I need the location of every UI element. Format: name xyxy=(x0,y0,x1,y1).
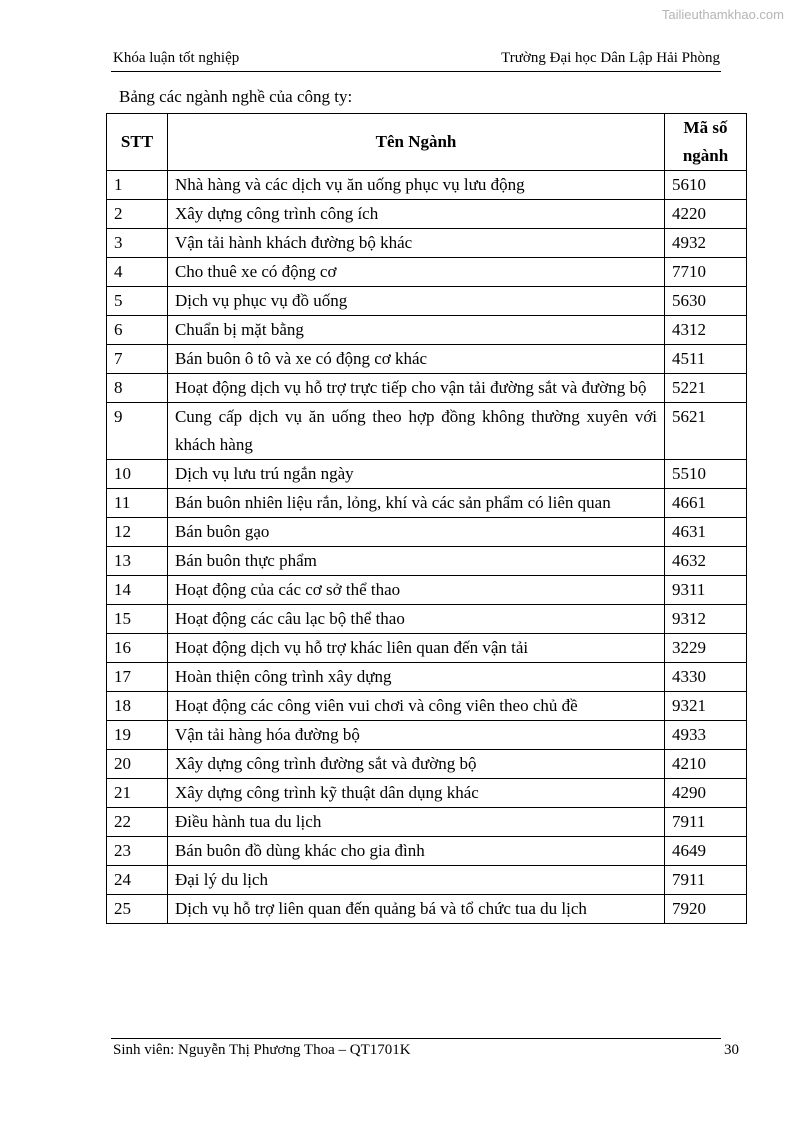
header-name: Tên Ngành xyxy=(167,114,664,171)
row-stt: 6 xyxy=(107,316,168,345)
row-stt: 1 xyxy=(107,171,168,200)
industries-table xyxy=(106,113,747,924)
header-code: Mã số ngành xyxy=(665,114,747,171)
row-industry-name: Cho thuê xe có động cơ xyxy=(167,258,664,287)
row-stt: 4 xyxy=(107,258,168,287)
row-stt: 8 xyxy=(107,374,168,403)
row-industry-code: 7710 xyxy=(665,258,747,287)
header-divider xyxy=(111,71,721,72)
table-row xyxy=(107,287,747,316)
page-footer xyxy=(113,1042,739,1062)
row-industry-name: Dịch vụ hỗ trợ liên quan đến quảng bá và tổ chức tua du lịch xyxy=(167,895,664,924)
row-industry-code: 4932 xyxy=(665,229,747,258)
row-industry-name: Bán buôn nhiên liệu rắn, lỏng, khí và các sản phẩm có liên quan xyxy=(167,489,664,518)
row-stt: 14 xyxy=(107,576,168,605)
row-stt: 3 xyxy=(107,229,168,258)
row-stt: 12 xyxy=(107,518,168,547)
row-industry-name: Hoạt động các câu lạc bộ thể thao xyxy=(167,605,664,634)
footer-author: Sinh viên: Nguyễn Thị Phương Thoa – QT1701K xyxy=(113,1042,411,1058)
row-industry-name: Vận tải hành khách đường bộ khác xyxy=(167,229,664,258)
row-industry-name: Nhà hàng và các dịch vụ ăn uống phục vụ lưu động xyxy=(167,171,664,200)
row-industry-name: Hoạt động dịch vụ hỗ trợ khác liên quan đến vận tải xyxy=(167,634,664,663)
row-industry-code: 7911 xyxy=(665,808,747,837)
row-industry-name: Dịch vụ phục vụ đồ uống xyxy=(167,287,664,316)
row-industry-code: 4312 xyxy=(665,316,747,345)
row-stt: 10 xyxy=(107,460,168,489)
row-industry-code: 4511 xyxy=(665,345,747,374)
row-industry-code: 9321 xyxy=(665,692,747,721)
row-industry-code: 4632 xyxy=(665,547,747,576)
table-row xyxy=(107,547,747,576)
row-stt: 16 xyxy=(107,634,168,663)
row-industry-name: Bán buôn gạo xyxy=(167,518,664,547)
row-industry-name: Bán buôn ô tô và xe có động cơ khác xyxy=(167,345,664,374)
row-industry-name: Hoạt động của các cơ sở thể thao xyxy=(167,576,664,605)
row-industry-name: Xây dựng công trình công ích xyxy=(167,200,664,229)
table-row xyxy=(107,837,747,866)
row-industry-code: 4661 xyxy=(665,489,747,518)
table-row xyxy=(107,460,747,489)
row-industry-code: 4330 xyxy=(665,663,747,692)
table-row xyxy=(107,229,747,258)
table-row xyxy=(107,721,747,750)
table-row xyxy=(107,692,747,721)
row-industry-code: 7911 xyxy=(665,866,747,895)
header-left-text: Khóa luận tốt nghiệp xyxy=(113,50,240,66)
row-industry-name: Hoàn thiện công trình xây dựng xyxy=(167,663,664,692)
table-row xyxy=(107,258,747,287)
table-row xyxy=(107,808,747,837)
table-row xyxy=(107,316,747,345)
row-stt: 22 xyxy=(107,808,168,837)
table-row xyxy=(107,489,747,518)
row-stt: 24 xyxy=(107,866,168,895)
row-industry-code: 4290 xyxy=(665,779,747,808)
row-industry-name: Xây dựng công trình đường sắt và đường bộ xyxy=(167,750,664,779)
table-row xyxy=(107,779,747,808)
row-stt: 25 xyxy=(107,895,168,924)
table-row xyxy=(107,663,747,692)
table-caption: Bảng các ngành nghề của công ty: xyxy=(119,87,353,106)
header-right-text: Trường Đại học Dân Lập Hải Phòng xyxy=(501,50,720,66)
row-industry-code: 4631 xyxy=(665,518,747,547)
table-row xyxy=(107,518,747,547)
row-industry-code: 3229 xyxy=(665,634,747,663)
row-industry-name: Cung cấp dịch vụ ăn uống theo hợp đồng không thường xuyên với khách hàng xyxy=(167,403,664,460)
row-stt: 19 xyxy=(107,721,168,750)
row-industry-code: 7920 xyxy=(665,895,747,924)
page-header xyxy=(113,50,720,70)
row-industry-name: Xây dựng công trình kỹ thuật dân dụng khác xyxy=(167,779,664,808)
row-industry-name: Hoạt động dịch vụ hỗ trợ trực tiếp cho vận tải đường sắt và đường bộ xyxy=(167,374,664,403)
footer-divider xyxy=(111,1038,721,1039)
row-stt: 13 xyxy=(107,547,168,576)
row-stt: 17 xyxy=(107,663,168,692)
table-header-row xyxy=(107,114,747,171)
row-industry-name: Hoạt động các công viên vui chơi và công viên theo chủ đề xyxy=(167,692,664,721)
table-row xyxy=(107,171,747,200)
row-stt: 18 xyxy=(107,692,168,721)
table-row xyxy=(107,605,747,634)
row-stt: 11 xyxy=(107,489,168,518)
table-row xyxy=(107,634,747,663)
row-stt: 2 xyxy=(107,200,168,229)
row-stt: 7 xyxy=(107,345,168,374)
row-industry-name: Điều hành tua du lịch xyxy=(167,808,664,837)
row-stt: 23 xyxy=(107,837,168,866)
row-stt: 15 xyxy=(107,605,168,634)
row-industry-code: 5221 xyxy=(665,374,747,403)
row-industry-code: 4649 xyxy=(665,837,747,866)
row-industry-code: 4933 xyxy=(665,721,747,750)
row-industry-name: Chuẩn bị mặt bằng xyxy=(167,316,664,345)
row-stt: 5 xyxy=(107,287,168,316)
row-industry-code: 5510 xyxy=(665,460,747,489)
page-number: 30 xyxy=(724,1042,739,1058)
table-row xyxy=(107,576,747,605)
row-industry-code: 9311 xyxy=(665,576,747,605)
row-industry-code: 4210 xyxy=(665,750,747,779)
table-row xyxy=(107,374,747,403)
row-industry-name: Dịch vụ lưu trú ngắn ngày xyxy=(167,460,664,489)
row-industry-name: Vận tải hàng hóa đường bộ xyxy=(167,721,664,750)
header-stt: STT xyxy=(107,114,168,171)
row-industry-code: 9312 xyxy=(665,605,747,634)
row-industry-name: Bán buôn thực phẩm xyxy=(167,547,664,576)
watermark: Tailieuthamkhao.com xyxy=(661,7,784,22)
row-industry-name: Bán buôn đồ dùng khác cho gia đình xyxy=(167,837,664,866)
row-industry-code: 5610 xyxy=(665,171,747,200)
table-row xyxy=(107,750,747,779)
row-industry-code: 5621 xyxy=(665,403,747,460)
row-industry-code: 4220 xyxy=(665,200,747,229)
table-row xyxy=(107,345,747,374)
table-row xyxy=(107,403,747,460)
row-industry-code: 5630 xyxy=(665,287,747,316)
row-industry-name: Đại lý du lịch xyxy=(167,866,664,895)
row-stt: 9 xyxy=(107,403,168,460)
table-row xyxy=(107,895,747,924)
row-stt: 20 xyxy=(107,750,168,779)
table-body xyxy=(107,171,747,924)
row-stt: 21 xyxy=(107,779,168,808)
table-row xyxy=(107,866,747,895)
table-row xyxy=(107,200,747,229)
